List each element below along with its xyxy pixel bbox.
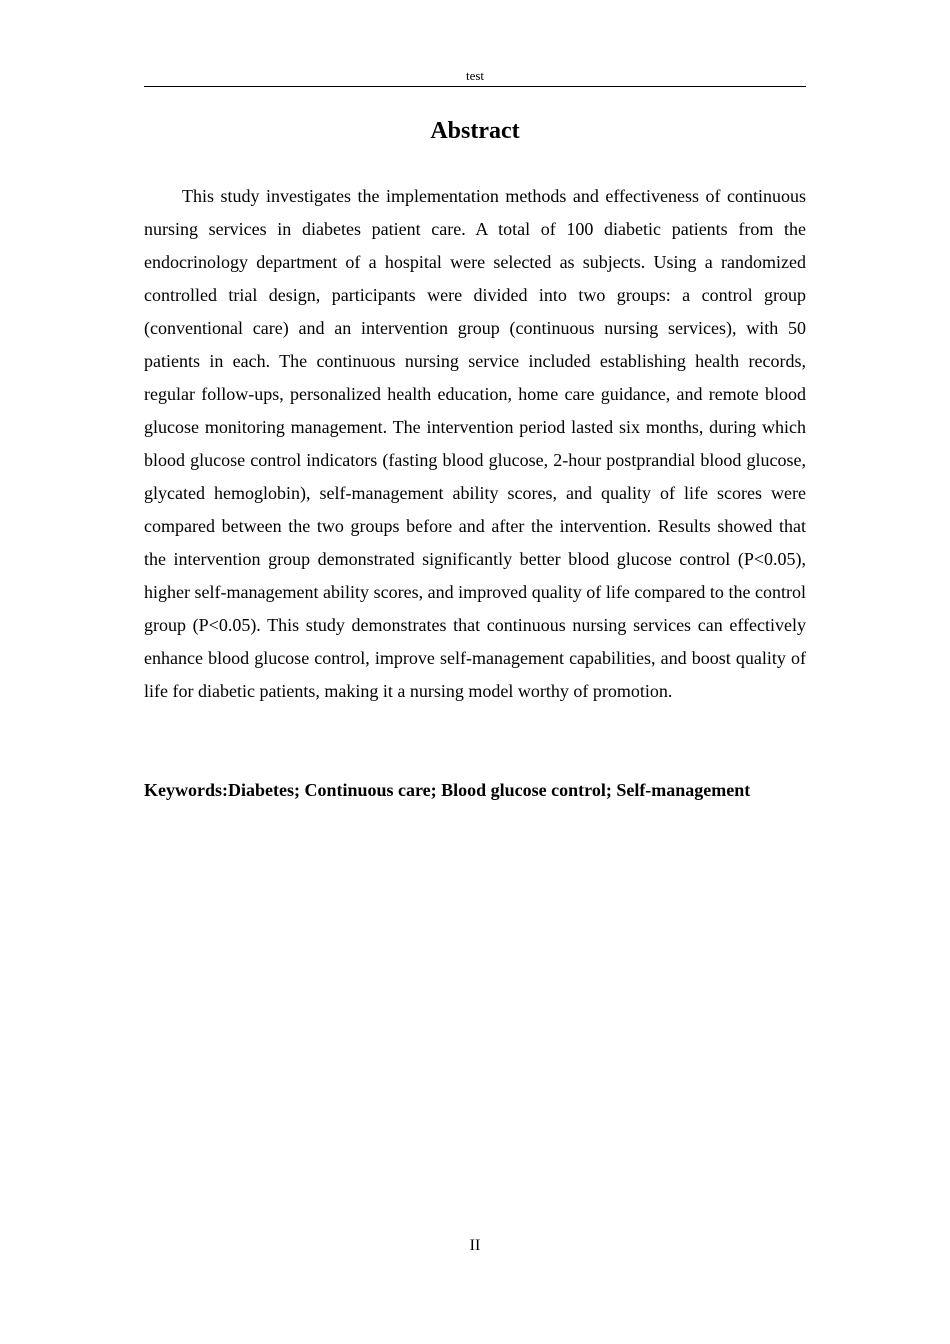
abstract-body: This study investigates the implementation methods and effectiveness of continuous nursing services in diabetes patient care. A total of 100 diabetic patients from the endocrinology department of a hospital were selected as subjects. Using a randomized controlled trial design, participants were divided into two groups: a control group (conventional care) and an intervention group (continuous nursing services), with 50 patients in each. The continuous nursing service included establishing health records, regular follow-ups, personalized health education, home care guidance, and remote blood glucose monitoring management. The intervention period lasted six months, during which blood glucose control indicators (fasting blood glucose, 2-hour postprandial blood glucose, glycated hemoglobin), self-management ability scores, and quality of life scores were compared between the two groups before and after the intervention. Results showed that the intervention group demonstrated significantly better blood glucose control (P<0.05), higher self-management ability scores, and improved quality of life compared to the control group (P<0.05). This study demonstrates that continuous nursing services can effectively enhance blood glucose control, improve self-management capabilities, and boost quality of life for diabetic patients, making it a nursing model worthy of promotion. [144, 186, 806, 701]
header-divider [144, 86, 806, 87]
keywords: Keywords:Diabetes; Continuous care; Blood glucose control; Self-management [144, 780, 751, 800]
abstract-title: Abstract [430, 118, 520, 144]
page-number: II [469, 1237, 481, 1254]
page-header: test [465, 68, 485, 83]
